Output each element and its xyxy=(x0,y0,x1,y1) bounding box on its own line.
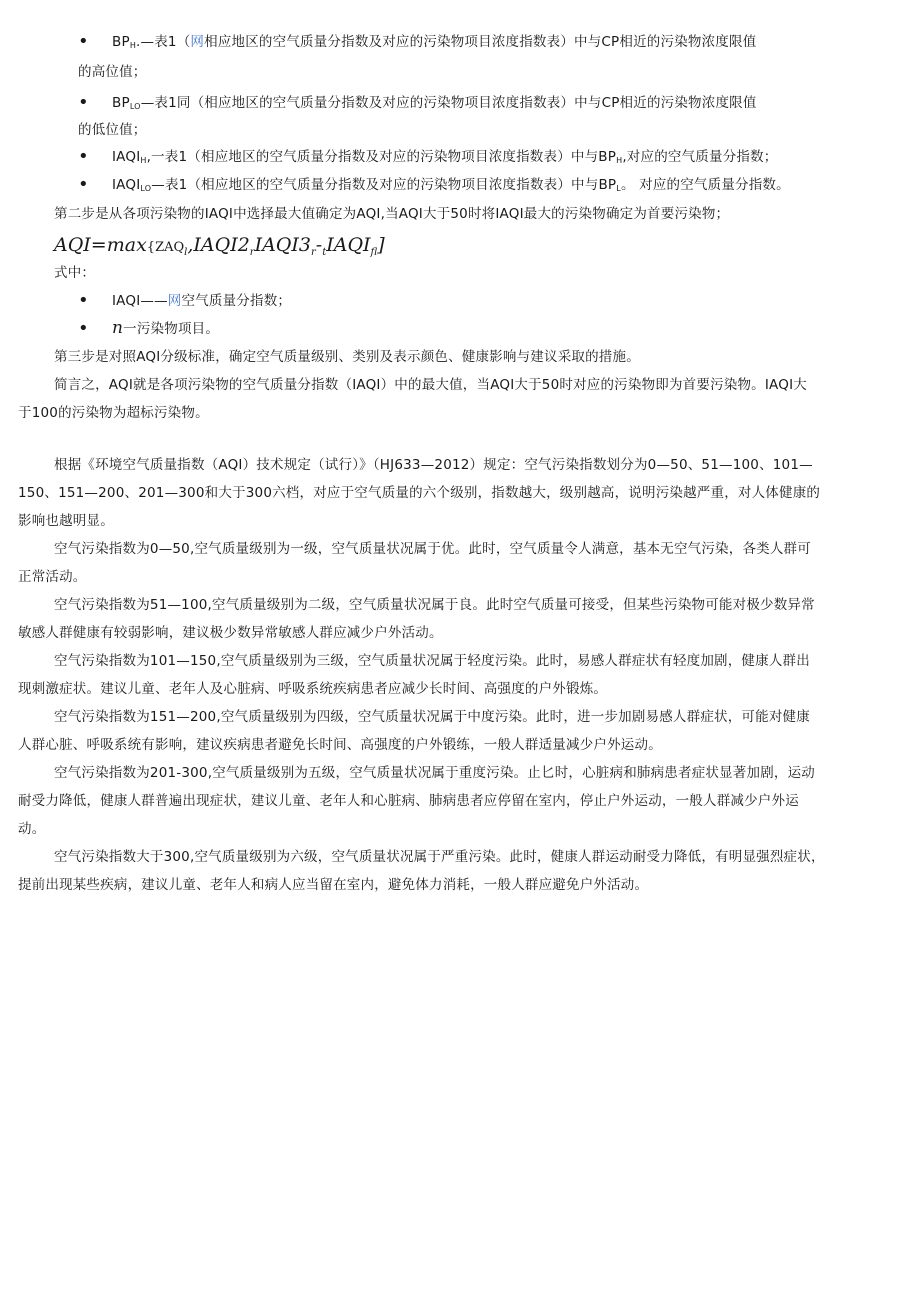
summary-line2: 于100的污染物为超标污染物。 xyxy=(18,405,209,421)
def-iaqih xyxy=(112,148,778,170)
bplo-sub: LO xyxy=(129,102,141,111)
term-iaqi-text: 空气质量分指数； xyxy=(181,293,292,309)
bullet-term-iaqi: • xyxy=(78,290,89,311)
iaqilo-text2: 。 对应的空气质量分指数。 xyxy=(620,177,790,193)
iaqilo-sub: LO xyxy=(140,184,152,193)
term-n xyxy=(112,319,219,338)
standard-line3: 影响也越明显。 xyxy=(18,513,114,529)
def-bplo-line2: 的低位值； xyxy=(78,122,147,138)
level2-line2: 敏感人群健康有较弱影响，建议极少数异常敏感人群应减少户外活动。 xyxy=(18,625,443,641)
bullet-bph: • xyxy=(78,31,89,52)
def-bph-line2: 的高位值； xyxy=(78,64,147,80)
iaqih-var: IAQI xyxy=(112,149,141,165)
formula-b: {ZAQ xyxy=(146,240,185,255)
shizhong-label: 式中： xyxy=(54,265,96,281)
level1-line1: 空气污染指数为0—50,空气质量级别为一级，空气质量状况属于优。此时，空气质量令人满意，基本无空气污染，各类人群可 xyxy=(54,541,811,557)
bullet-term-n: • xyxy=(78,318,89,339)
step2-paragraph: 第二步是从各项污染物的IAQI中选择最大值确定为AQI,当AQI大于50时将IAQI最大的污染物确定为首要污染物； xyxy=(54,206,730,222)
bph-var: BP xyxy=(112,34,130,50)
level3-line2: 现刺激症状。建议儿童、老年人及心脏病、呼吸系统疾病患者应减少长时间、高强度的户外锻炼。 xyxy=(18,681,608,697)
level1-line2: 正常活动。 xyxy=(18,569,87,585)
level6-line2: 提前出现某些疾病，建议儿童、老年人和病人应当留在室内，避免体力消耗，一般人群应避免户外活动。 xyxy=(18,877,649,893)
term-iaqi xyxy=(112,292,291,310)
level4-line1: 空气污染指数为151—200,空气质量级别为四级，空气质量状况属于中度污染。此时，进一步加剧易感人群症状，可能对健康 xyxy=(54,709,810,725)
def-bplo-line1 xyxy=(112,94,757,116)
formula-a: AQI=max xyxy=(54,234,147,256)
step3-paragraph: 第三步是对照AQI分级标准，确定空气质量级别、类别及表示颜色、健康影响与建议采取的措施。 xyxy=(54,349,640,365)
bullet-iaqilo: • xyxy=(78,174,89,195)
formula-f: IAQI3 xyxy=(254,234,311,256)
level5-line2: 耐受力降低，健康人群普遍出现症状，建议儿童、老年人和心脏病、肺病患者应停留在室内，停止户外运动，一般人群减少户外运 xyxy=(18,793,799,809)
iaqih-text2: ,对应的空气质量分指数； xyxy=(622,149,778,165)
level3-line1: 空气污染指数为101—150,空气质量级别为三级，空气质量状况属于轻度污染。此时，易感人群症状有轻度加剧，健康人群出 xyxy=(54,653,810,669)
def-bph-line1 xyxy=(112,33,756,55)
term-iaqi-link[interactable]: 网 xyxy=(167,293,182,309)
iaqih-sub2: H xyxy=(616,156,623,165)
formula-i: t xyxy=(322,247,327,258)
iaqilo-text: —表1（相应地区的空气质量分指数及对应的污染物项目浓度指数表）中与BP xyxy=(151,177,617,193)
bplo-var: BP xyxy=(112,95,130,111)
formula-h: - xyxy=(315,234,323,256)
bph-post: 相应地区的空气质量分指数及对应的污染物项目浓度指数表）中与CP相近的污染物浓度限值 xyxy=(204,34,757,50)
formula-g: r xyxy=(310,247,316,258)
aqi-formula xyxy=(54,233,385,265)
formula-d: ,IAQI2 xyxy=(187,234,250,256)
bullet-iaqih: • xyxy=(78,146,89,167)
formula-j: IAQI xyxy=(326,234,371,256)
level5-line3: 动。 xyxy=(18,821,46,837)
bph-link[interactable]: 网 xyxy=(190,34,205,50)
bplo-text: —表1同（相应地区的空气质量分指数及对应的污染物项目浓度指数表）中与CP相近的污染物浓度限值 xyxy=(140,95,757,111)
summary-line1: 简言之，AQI就是各项污染物的空气质量分指数（IAQI）中的最大值，当AQI大于50时对应的污染物即为首要污染物。IAQI大 xyxy=(54,377,807,393)
standard-line2: 150、151—200、201—300和大于300六档，对应于空气质量的六个级别，指数越大，级别越高，说明污染越严重，对人体健康的 xyxy=(18,485,821,501)
standard-line1: 根据《环境空气质量指数（AQI）技术规定（试行）》（HJ633—2012）规定：空气污染指数划分为0—50、51—100、101— xyxy=(54,457,813,473)
level4-line2: 人群心脏、呼吸系统有影响，建议疾病患者避免长时间、高强度的户外锻练，一般人群适量减少户外运动。 xyxy=(18,737,662,753)
level2-line1: 空气污染指数为51—100,空气质量级别为二级，空气质量状况属于良。此时空气质量可接受，但某些污染物可能对极少数异常 xyxy=(54,597,815,613)
formula-e: r xyxy=(249,247,255,258)
iaqilo-var: IAQI xyxy=(112,177,141,193)
term-n-text: 一污染物项目。 xyxy=(123,321,220,337)
iaqilo-sub2: L xyxy=(616,184,621,193)
bph-sub: H xyxy=(129,41,137,50)
formula-l: ] xyxy=(377,234,385,256)
term-iaqi-var: IAQI—— xyxy=(112,293,168,309)
level6-line1: 空气污染指数大于300,空气质量级别为六级，空气质量状况属于严重污染。此时，健康人群运动耐受力降低，有明显强烈症状， xyxy=(54,849,825,865)
bph-pre: .—表1（ xyxy=(136,34,191,50)
term-n-var: n xyxy=(112,318,124,338)
iaqih-text: ,一表1（相应地区的空气质量分指数及对应的污染物项目浓度指数表）中与BP xyxy=(146,149,617,165)
formula-c: l xyxy=(184,247,188,258)
level5-line1: 空气污染指数为201-300,空气质量级别为五级，空气质量状况属于重度污染。止匕时，心脏病和肺病患者症状显著加剧，运动 xyxy=(54,765,815,781)
def-iaqilo xyxy=(112,176,790,198)
bullet-bplo: • xyxy=(78,92,89,113)
formula-k: fl xyxy=(370,247,378,258)
iaqih-sub: H xyxy=(140,156,147,165)
